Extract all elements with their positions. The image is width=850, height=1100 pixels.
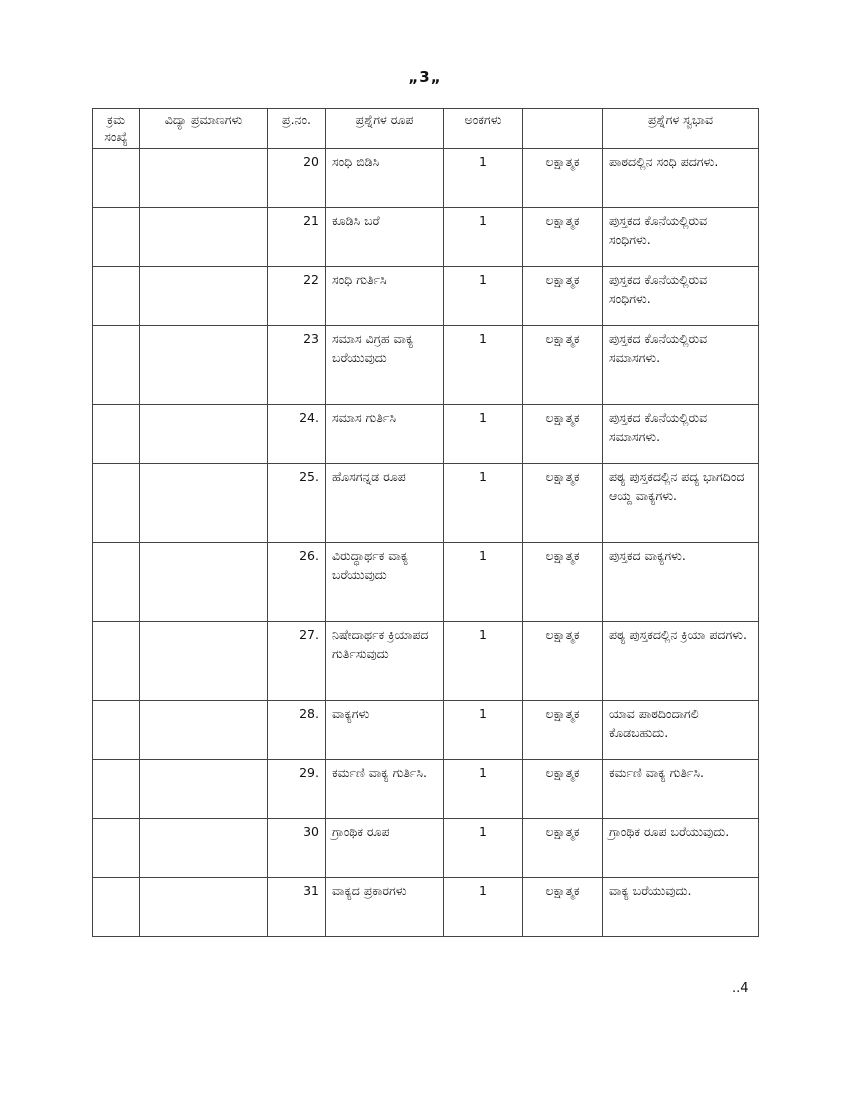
question-form-cell: ಸಮಾಸ ಗುರ್ತಿಸಿ	[326, 405, 444, 464]
question-number-cell: 22	[268, 267, 326, 326]
type-cell: ಲಕ್ಷಾತ್ಮಕ	[523, 464, 603, 543]
question-number-cell: 27.	[268, 622, 326, 701]
type-cell: ಲಕ್ಷಾತ್ಮಕ	[523, 208, 603, 267]
competency-cell	[140, 149, 268, 208]
competency-cell	[140, 622, 268, 701]
header-question-nature: ಪ್ರಶ್ನೆಗಳ ಸ್ವಭಾವ	[603, 109, 759, 149]
type-cell: ಲಕ್ಷಾತ್ಮಕ	[523, 622, 603, 701]
question-form-cell: ವಾಕ್ಯದ ಪ್ರಕಾರಗಳು	[326, 878, 444, 937]
question-nature-cell: ಪುಸ್ತಕದ ಕೊನೆಯಲ್ಲಿರುವ ಸಮಾಸಗಳು.	[603, 405, 759, 464]
type-cell: ಲಕ್ಷಾತ್ಮಕ	[523, 267, 603, 326]
question-form-cell: ಸಂಧಿ ಬಿಡಿಸಿ	[326, 149, 444, 208]
competency-cell	[140, 701, 268, 760]
competency-cell	[140, 543, 268, 622]
question-nature-cell: ಪಠ್ಯ ಪುಸ್ತಕದಲ್ಲಿನ ಪದ್ಯ ಭಾಗದಿಂದ ಆಯ್ದ ವಾಕ್ಯಗಳು.	[603, 464, 759, 543]
serial-cell	[93, 464, 140, 543]
question-nature-cell: ಗ್ರಾಂಥಿಕ ರೂಪ ಬರೆಯುವುದು.	[603, 819, 759, 878]
header-question-number: ಪ್ರ.ನಂ.	[268, 109, 326, 149]
serial-cell	[93, 819, 140, 878]
table-row	[93, 149, 759, 208]
type-cell: ಲಕ್ಷಾತ್ಮಕ	[523, 149, 603, 208]
header-question-form: ಪ್ರಶ್ನೆಗಳ ರೂಪ	[326, 109, 444, 149]
question-nature-cell: ಪಠ್ಯ ಪುಸ್ತಕದಲ್ಲಿನ ಕ್ರಿಯಾ ಪದಗಳು.	[603, 622, 759, 701]
question-number-cell: 24.	[268, 405, 326, 464]
next-page-marker: ..4	[732, 981, 749, 996]
question-number-cell: 30	[268, 819, 326, 878]
serial-cell	[93, 149, 140, 208]
question-nature-cell: ಪುಸ್ತಕದ ಕೊನೆಯಲ್ಲಿರುವ ಸಮಾಸಗಳು.	[603, 326, 759, 405]
question-number-cell: 23	[268, 326, 326, 405]
type-cell: ಲಕ್ಷಾತ್ಮಕ	[523, 819, 603, 878]
competency-cell	[140, 878, 268, 937]
question-number-cell: 28.	[268, 701, 326, 760]
question-nature-cell: ವಾಕ್ಯ ಬರೆಯುವುದು.	[603, 878, 759, 937]
marks-cell: 1	[444, 208, 523, 267]
question-number-cell: 31	[268, 878, 326, 937]
header-serial-number: ಕ್ರಮ ಸಂಖ್ಯೆ	[93, 109, 140, 149]
question-form-cell: ವಾಕ್ಯಗಳು	[326, 701, 444, 760]
marks-cell: 1	[444, 464, 523, 543]
question-nature-cell: ಪುಸ್ತಕದ ಕೊನೆಯಲ್ಲಿರುವ ಸಂಧಿಗಳು.	[603, 208, 759, 267]
serial-cell	[93, 405, 140, 464]
table-row	[93, 267, 759, 326]
question-number-cell: 25.	[268, 464, 326, 543]
question-number-cell: 20	[268, 149, 326, 208]
type-cell: ಲಕ್ಷಾತ್ಮಕ	[523, 326, 603, 405]
table-row	[93, 208, 759, 267]
competency-cell	[140, 760, 268, 819]
marks-cell: 1	[444, 405, 523, 464]
type-cell: ಲಕ್ಷಾತ್ಮಕ	[523, 543, 603, 622]
competency-cell	[140, 405, 268, 464]
question-form-cell: ವಿರುದ್ಧಾರ್ಥಕ ವಾಕ್ಯ ಬರೆಯುವುದು	[326, 543, 444, 622]
question-blueprint-table	[92, 108, 759, 937]
serial-cell	[93, 208, 140, 267]
question-form-cell: ಸಮಾಸ ವಿಗ್ರಹ ವಾಕ್ಯ ಬರೆಯುವುದು	[326, 326, 444, 405]
question-number-cell: 26.	[268, 543, 326, 622]
marks-cell: 1	[444, 701, 523, 760]
table-row	[93, 878, 759, 937]
serial-cell	[93, 878, 140, 937]
type-cell: ಲಕ್ಷಾತ್ಮಕ	[523, 701, 603, 760]
competency-cell	[140, 326, 268, 405]
competency-cell	[140, 208, 268, 267]
table-row	[93, 760, 759, 819]
marks-cell: 1	[444, 760, 523, 819]
question-form-cell: ಕರ್ಮಣಿ ವಾಕ್ಯ ಗುರ್ತಿಸಿ.	[326, 760, 444, 819]
marks-cell: 1	[444, 878, 523, 937]
page-number: „3„	[408, 68, 442, 86]
question-form-cell: ಕೂಡಿಸಿ ಬರೆ	[326, 208, 444, 267]
question-nature-cell: ಪುಸ್ತಕದ ವಾಕ್ಯಗಳು.	[603, 543, 759, 622]
question-nature-cell: ಪುಸ್ತಕದ ಕೊನೆಯಲ್ಲಿರುವ ಸಂಧಿಗಳು.	[603, 267, 759, 326]
question-nature-cell: ಪಾಠದಲ್ಲಿನ ಸಂಧಿ ಪದಗಳು.	[603, 149, 759, 208]
question-number-cell: 29.	[268, 760, 326, 819]
serial-cell	[93, 326, 140, 405]
competency-cell	[140, 819, 268, 878]
marks-cell: 1	[444, 543, 523, 622]
serial-cell	[93, 622, 140, 701]
header-type	[523, 109, 603, 149]
competency-cell	[140, 267, 268, 326]
serial-cell	[93, 543, 140, 622]
question-form-cell: ಸಂಧಿ ಗುರ್ತಿಸಿ	[326, 267, 444, 326]
table-row	[93, 464, 759, 543]
marks-cell: 1	[444, 326, 523, 405]
question-form-cell: ಹೊಸಗನ್ನಡ ರೂಪ	[326, 464, 444, 543]
table-row	[93, 622, 759, 701]
header-marks: ಅಂಕಗಳು	[444, 109, 523, 149]
question-nature-cell: ಕರ್ಮಣಿ ವಾಕ್ಯ ಗುರ್ತಿಸಿ.	[603, 760, 759, 819]
serial-cell	[93, 760, 140, 819]
marks-cell: 1	[444, 149, 523, 208]
type-cell: ಲಕ್ಷಾತ್ಮಕ	[523, 760, 603, 819]
header-competencies: ವಿದ್ಯಾ ಪ್ರಮಾಣಗಳು	[140, 109, 268, 149]
question-form-cell: ನಿಷೇದಾರ್ಥಕ ಕ್ರಿಯಾಪದ ಗುರ್ತಿಸುವುದು	[326, 622, 444, 701]
question-form-cell: ಗ್ರಾಂಥಿಕ ರೂಪ	[326, 819, 444, 878]
table-header-row	[93, 109, 759, 149]
type-cell: ಲಕ್ಷಾತ್ಮಕ	[523, 878, 603, 937]
competency-cell	[140, 464, 268, 543]
serial-cell	[93, 701, 140, 760]
table-row	[93, 543, 759, 622]
marks-cell: 1	[444, 267, 523, 326]
serial-cell	[93, 267, 140, 326]
type-cell: ಲಕ್ಷಾತ್ಮಕ	[523, 405, 603, 464]
table-row	[93, 326, 759, 405]
marks-cell: 1	[444, 622, 523, 701]
marks-cell: 1	[444, 819, 523, 878]
table-row	[93, 405, 759, 464]
table-row	[93, 819, 759, 878]
question-nature-cell: ಯಾವ ಪಾಠದಿಂದಾಗಲಿ ಕೊಡಬಹುದು.	[603, 701, 759, 760]
table-row	[93, 701, 759, 760]
question-number-cell: 21	[268, 208, 326, 267]
